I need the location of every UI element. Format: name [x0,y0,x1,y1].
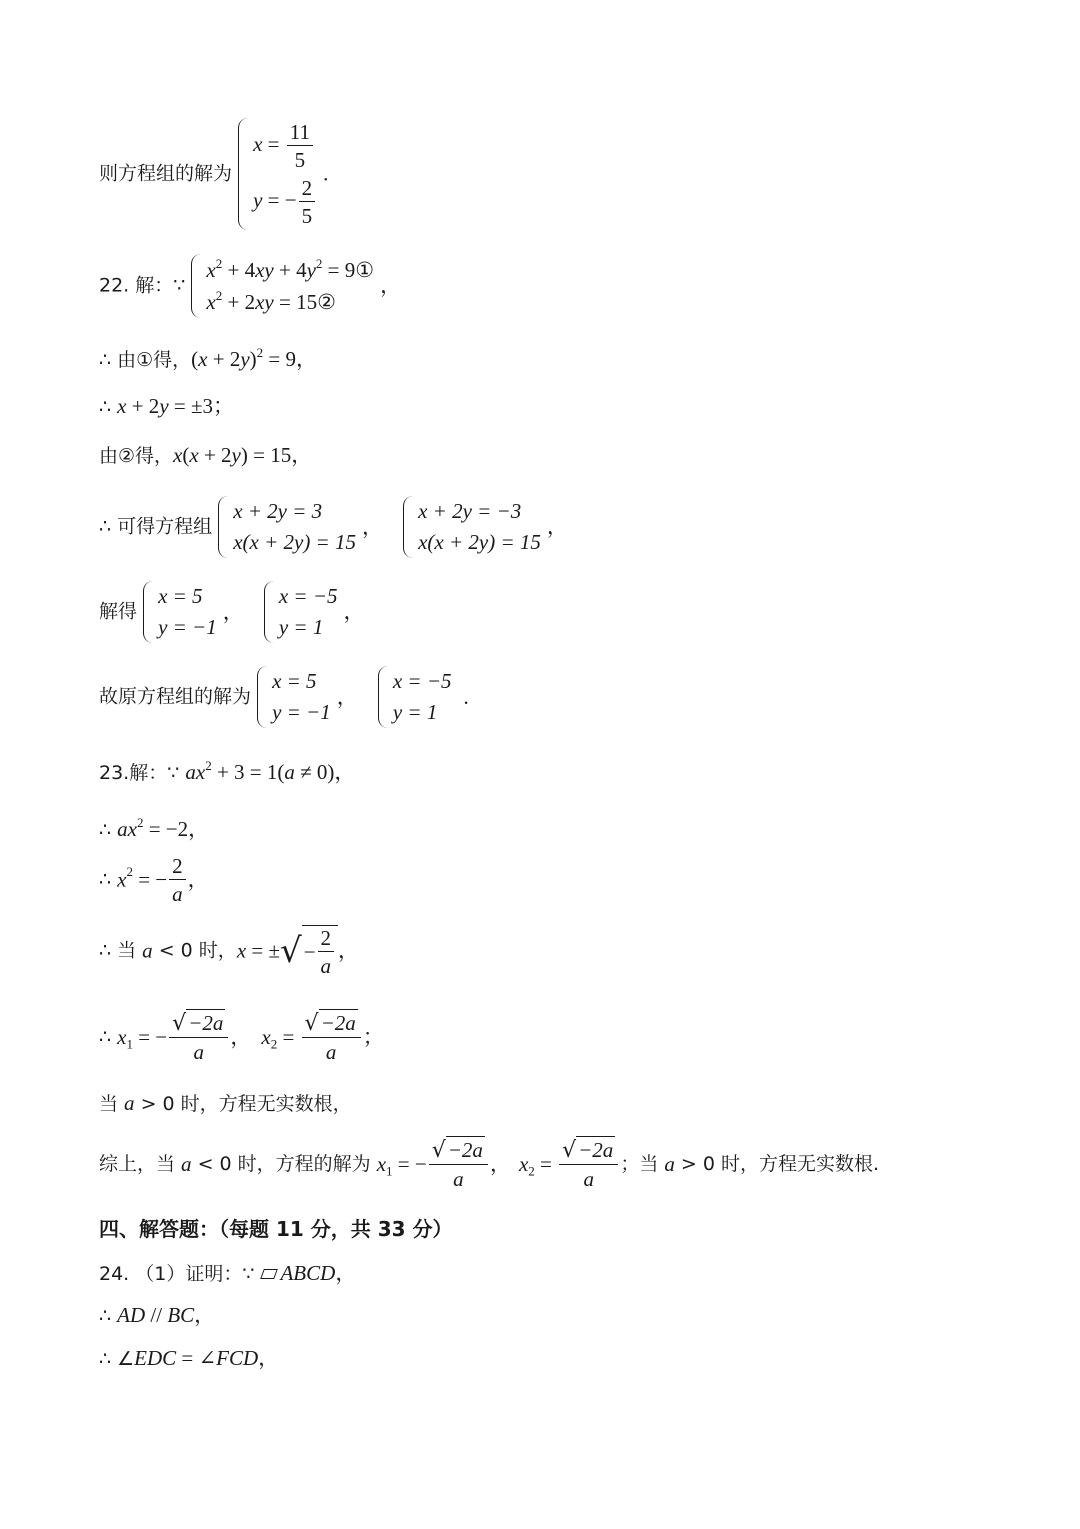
var-y: y [253,188,263,212]
fraction: $\frac{√-2a}{a}$ [429,1139,488,1190]
line-10: ∴ $ax^2 = -2$， [99,815,210,841]
fraction: $\frac{√-2a}{a}$ [169,1012,228,1063]
equation-system: x = −5 y = 1 [378,666,452,728]
line-14: 当 a > 0 时，方程无实数根， [99,1091,352,1115]
fraction: $\frac{√-2a}{a}$ [559,1139,618,1190]
equation-system: x = 5 y = −1 [143,581,217,643]
line-4: ∴ x + 2y = ±3； [99,394,235,418]
line-11: ∴ $x^2$ = − $\frac{2}{a}$ ， [99,854,209,907]
line-8: 故原方程组的解为 x = 5 y = −1 ， x = −5 y = 1 . [99,666,469,728]
sqrt-icon: √ [172,1011,187,1036]
equation-system: $x^2 + 4xy + 4y^2$ = 9① $x^2 + 2xy$ = 15② [191,254,374,318]
sqrt-icon: √ [304,1011,319,1036]
line-17: ∴ AD // BC， [99,1303,216,1327]
line-18: ∴ ∠EDC = ∠FCD， [99,1346,280,1370]
line-6: ∴ 可得方程组 x + 2y = 3 x(x + 2y) = 15 ， x + 2y = −3 x(x + 2y) = 15 ， [99,496,568,558]
brace [238,118,249,230]
fraction: $\frac{2}{a}$ [169,855,186,905]
equation-system: x = $\frac{11}{5}$ y = − $\frac{2}{5}$ [238,118,317,230]
sqrt-icon: √ [562,1138,577,1163]
equation-system: x = −5 y = 1 [264,581,338,643]
section-heading: 四、解答题：（每题 11 分，共 33 分） [99,1217,453,1241]
sqrt-icon: √ [280,931,302,972]
text: 则方程组的解为 [99,162,233,185]
equation-system: x = 5 y = −1 [257,666,331,728]
var-x: x [253,132,263,156]
line-solution-1: 则方程组的解为 x = $\frac{11}{5}$ y = − $\frac{2}{5}$ . [99,119,329,228]
sqrt-icon: √ [431,1138,446,1163]
line-12: ∴ 当 a < 0 时，x = ±√ − $\frac{2}{a}$ ， [99,926,360,979]
brace [191,254,202,318]
equation-system: x + 2y = 3 x(x + 2y) = 15 [218,496,356,558]
fraction: $\frac{2}{5}$ [299,177,316,227]
line-3: ∴ 由①得，$(x + 2y)^2 = 9$， [99,345,318,371]
line-15: 综上，当 a < 0 时，方程的解为 $x_1$ = − $\frac{√-2a}{a}$ ， $x_2$ = $\frac{√-2a}{a}$ ；当 a > 0 时，方程无实数根. [99,1138,880,1192]
fraction: $\frac{11}{5}$ [287,121,313,171]
line-22: 22. 解：∵ $x^2 + 4xy + 4y^2$ = 9① $x^2 + 2xy$ = 15② ， [99,254,401,318]
parallelogram-icon [261,1269,279,1279]
fraction: $\frac{√-2a}{a}$ [302,1012,361,1063]
equation-system: x + 2y = −3 x(x + 2y) = 15 [403,496,541,558]
line-7: 解得 x = 5 y = −1 ， x = −5 y = 1 ， [99,581,365,643]
line-23: 23.解：∵ $ax^2 + 3 = 1(a \ne 0)$， [99,758,356,784]
line-24: 24. （1）证明：∵ ABCD， [99,1261,357,1285]
line-5: 由②得，x(x + 2y) = 15， [99,443,313,467]
line-13: ∴ $x_1$ = − $\frac{√-2a}{a}$ ， $x_2$ = $\frac{√-2a}{a}$ ； [99,1011,384,1065]
